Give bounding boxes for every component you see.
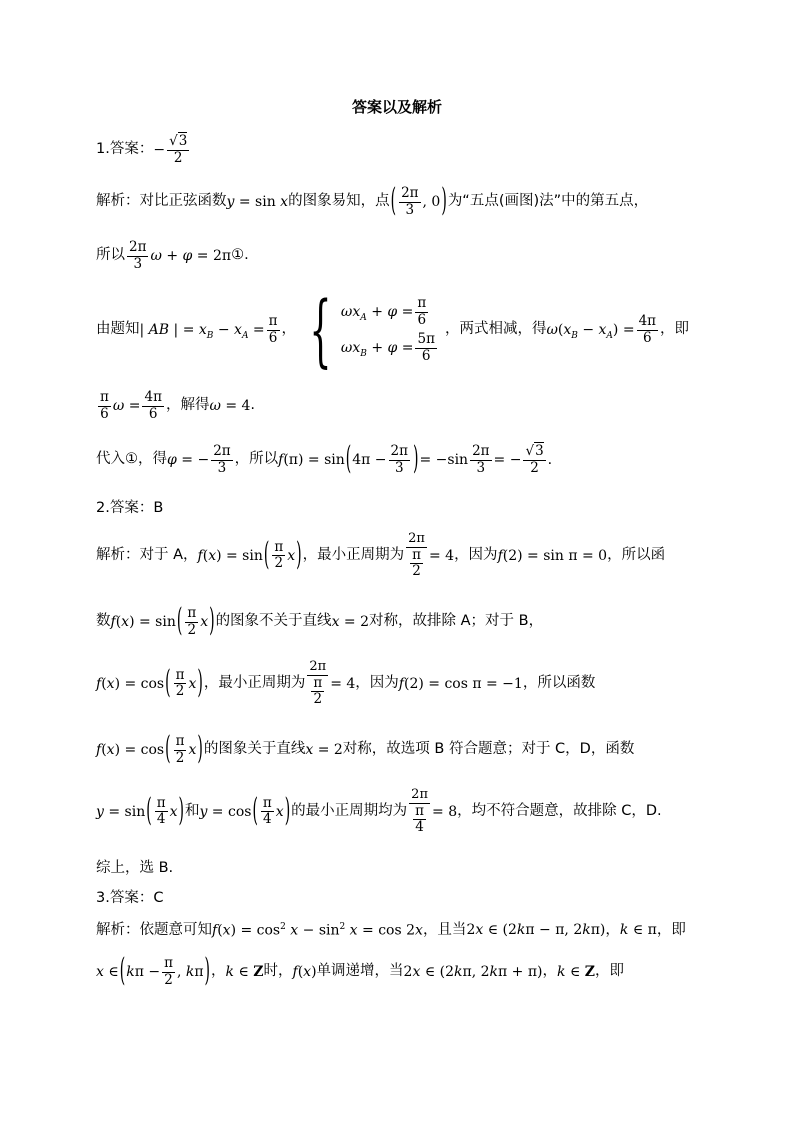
q1-line-2: 所以 $\frac{2\pi}{3}$ ω + φ = 2π ①. <box>96 239 249 272</box>
page-title: 答案以及解析 <box>351 98 442 116</box>
q2-line-2: 数 f(x) = sin( $\frac{\pi}{2}$ x) 的图象不关于直线 x = 2 对称，故排除 A；对于 B， <box>96 603 544 640</box>
q1-line-4: $\frac{\pi}{6}$ ω = $\frac{4\pi}{6}$ ，解得 ω = 4 . <box>100 389 256 422</box>
q3-answer-line: 3.答案： C <box>96 890 164 906</box>
q2-answer: B <box>153 500 164 516</box>
q2-line-3: f(x) = cos( $\frac{\pi}{2}$ x) ，最小正周期为 $\frac{2\pi}{\frac{\pi}{2}}$ = 4 ，因为 f(2) = cos π = −1 ，所以函数 <box>96 659 596 708</box>
q3-answer: C <box>153 890 164 906</box>
q1-equation-system: { $\omega x_A + \varphi$ = $\frac{\pi}{6}$ $\omega x_B + \varphi$ = $\frac{5\pi}{6}$ <box>309 284 435 376</box>
q1-line-1: 解析： 对比正弦函数 y = sin x 的图象易知，点 ( $\frac{2\pi}{3}$ , 0) 为“五点(画图)法”中的第五点， <box>96 183 649 220</box>
q1-analysis-label: 解析： <box>96 193 140 210</box>
q2-conclusion: 综上，选 B. <box>96 860 174 876</box>
q2-line-1: 解析： 对于 A， f(x) = sin( $\frac{\pi}{2}$ x) ，最小正周期为 $\frac{2\pi}{\frac{\pi}{2}}$ = 4 ，因为 f(2) = sin π = 0 ，所以函 <box>96 531 666 580</box>
q2-line-5: y = sin( $\frac{\pi}{4}$ x) 和 y = cos( $\frac{\pi}{4}$ x) 的最小正周期均为 $\frac{2\pi}{\frac{\pi}{4}}$ = 8 ，均不符合题意，故排除 C，D. <box>96 787 662 836</box>
q1-line-5: 代入①，得 φ = − $\frac{2\pi}{3}$ ，所以 f(π) = sin(4π − $\frac{2\pi}{3}$ )= −sin $\frac{2\pi}{3}$ = − $\frac{√3}{2}$ . <box>96 441 553 478</box>
q3-line-1: 解析： 依题意可知 $f(x) = \cos^2 x - \sin^2 x = \cos 2x$ ，且当 2x ∈ (2kπ − π, 2kπ) ， k ∈ π ，即 <box>96 922 686 939</box>
q1-line-3: 由题知 | AB | = $x_B - x_A$ = $\frac{\pi}{6}$ ， { $\omega x_A + \varphi$ = $\frac{\pi}{6}$ $\omega x_B + \varphi$ = $\frac{5\pi}{6}$ ，两式相减，得 $\omega(x_B - x_A)$ = $\frac{4\pi}{6}$ ，即 <box>96 284 690 376</box>
q2-answer-line: 2.答案： B <box>96 500 164 516</box>
q1-answer-math: − $\frac{√3}{2}$ <box>153 133 188 166</box>
q2-line-4: f(x) = cos( $\frac{\pi}{2}$ x) 的图象关于直线 x = 2 对称，故选项 B 符合题意；对于 C，D，函数 <box>96 731 635 768</box>
q1-answer-label: 1.答案： <box>96 141 154 158</box>
q1-answer-line <box>96 134 706 166</box>
q3-line-2: x ∈(kπ − $\frac{\pi}{2}$ , kπ) ， k ∈ Z 时， f(x) 单调递增，当 2x ∈ (2kπ, 2kπ + π) ， k ∈ Z ，即 <box>96 953 624 990</box>
